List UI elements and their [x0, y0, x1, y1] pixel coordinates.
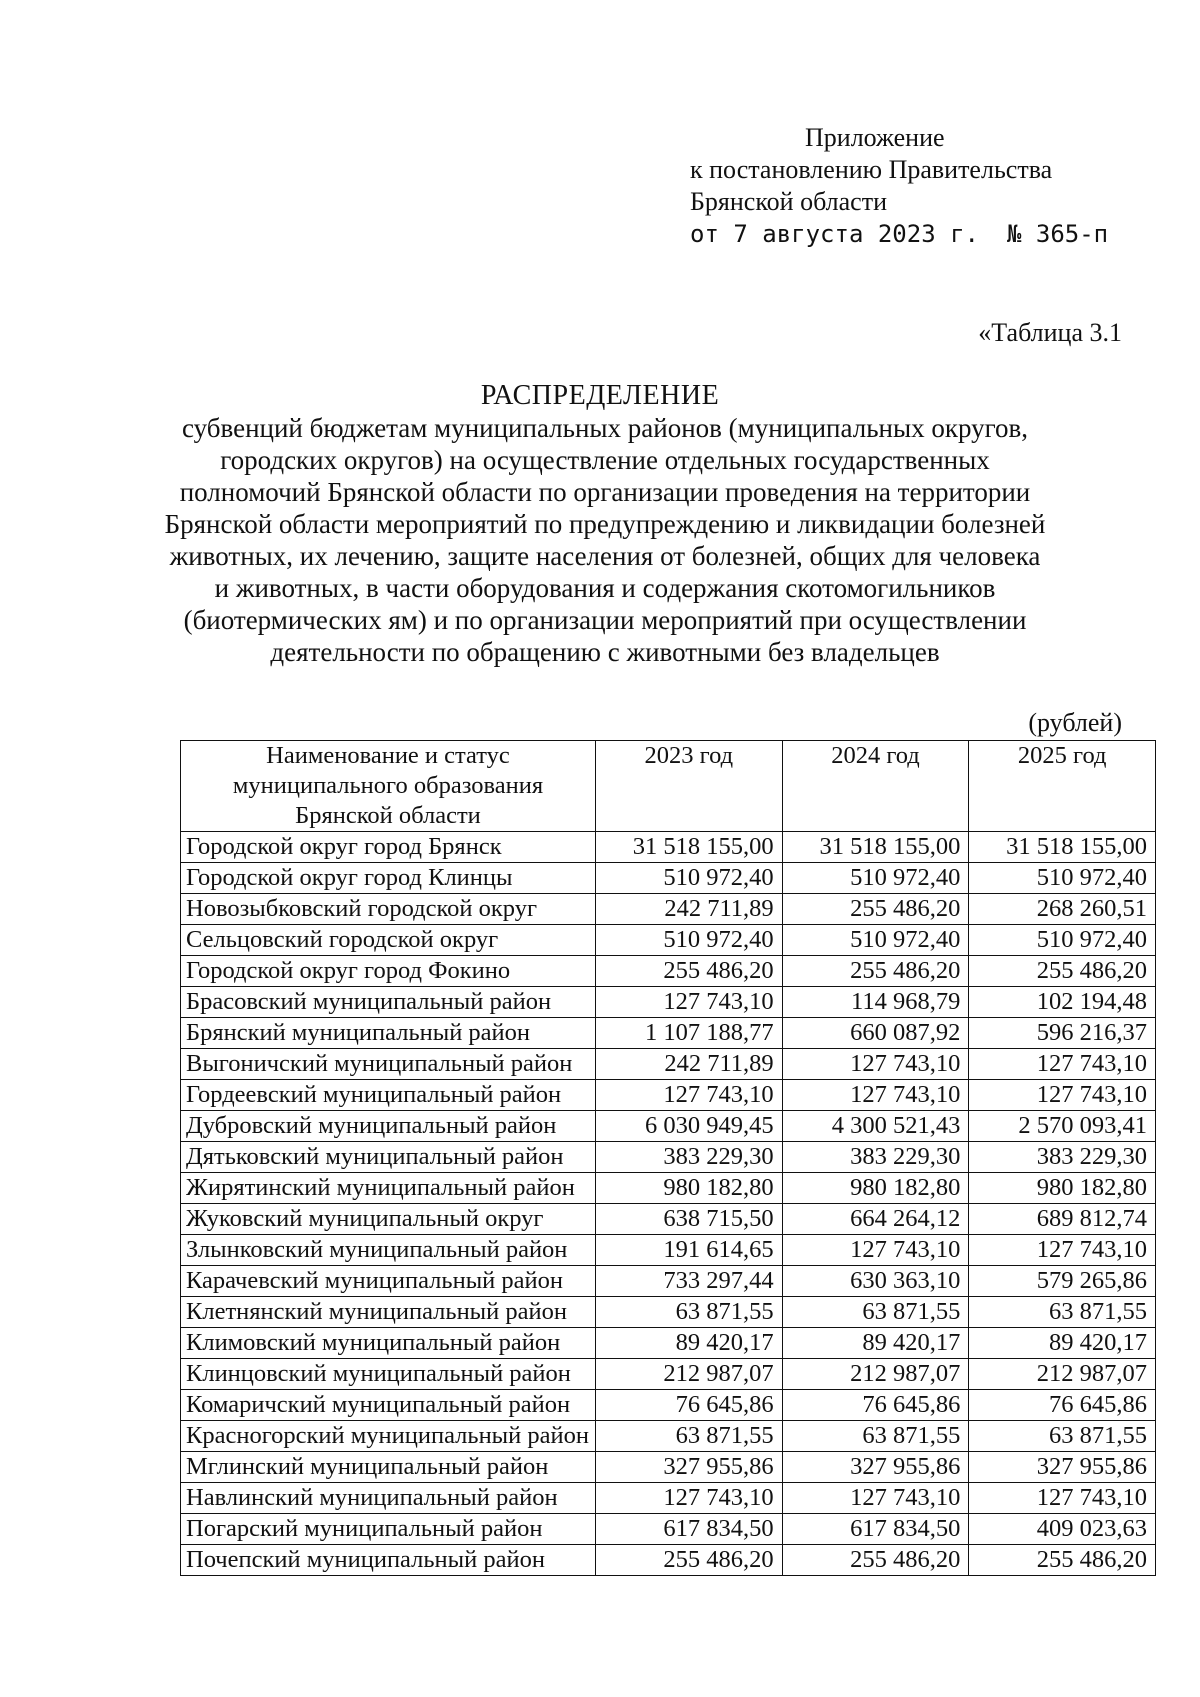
cell-2024: 4 300 521,43 — [782, 1111, 969, 1142]
cell-2025: 980 182,80 — [969, 1173, 1156, 1204]
table-row — [181, 1545, 1156, 1576]
table-row — [181, 925, 1156, 956]
header-name-line: муниципального образования — [232, 772, 544, 799]
cell-2023: 617 834,50 — [595, 1514, 782, 1545]
header-name-line: Наименование и статус — [266, 742, 510, 769]
decree-date: от 7 августа 2023 г. — [690, 220, 979, 248]
table-row — [181, 1328, 1156, 1359]
cell-2025: 127 743,10 — [969, 1080, 1156, 1111]
cell-2023: 76 645,86 — [595, 1390, 782, 1421]
cell-2025: 409 023,63 — [969, 1514, 1156, 1545]
table-row — [181, 1235, 1156, 1266]
cell-municipality: Комаричский муниципальный район — [181, 1390, 596, 1421]
table-row — [181, 1018, 1156, 1049]
cell-municipality: Погарский муниципальный район — [181, 1514, 596, 1545]
table-row — [181, 1173, 1156, 1204]
table-row — [181, 1080, 1156, 1111]
cell-2025: 255 486,20 — [969, 1545, 1156, 1576]
cell-2024: 127 743,10 — [782, 1049, 969, 1080]
table-body — [181, 832, 1156, 1576]
cell-2023: 191 614,65 — [595, 1235, 782, 1266]
cell-2023: 63 871,55 — [595, 1297, 782, 1328]
heading-line: животных, их лечению, защите населения от болезней, общих для человека — [169, 541, 1041, 571]
cell-2025: 2 570 093,41 — [969, 1111, 1156, 1142]
cell-2023: 31 518 155,00 — [595, 832, 782, 863]
cell-2025: 579 265,86 — [969, 1266, 1156, 1297]
cell-municipality: Красногорский муниципальный район — [181, 1421, 596, 1452]
heading-line: и животных, в части оборудования и содержания скотомогильников — [214, 573, 996, 603]
cell-2024: 89 420,17 — [782, 1328, 969, 1359]
appendix-title: Приложение — [805, 123, 945, 152]
subsidy-table — [180, 740, 1156, 1576]
cell-municipality: Городской округ город Брянск — [181, 832, 596, 863]
cell-2023: 242 711,89 — [595, 894, 782, 925]
cell-2023: 127 743,10 — [595, 1483, 782, 1514]
cell-2024: 63 871,55 — [782, 1297, 969, 1328]
cell-2024: 31 518 155,00 — [782, 832, 969, 863]
cell-2025: 510 972,40 — [969, 863, 1156, 894]
cell-2023: 127 743,10 — [595, 987, 782, 1018]
header-2024: 2024 год — [782, 741, 969, 832]
heading-line: деятельности по обращению с животными без владельцев — [270, 637, 940, 667]
heading-line: городских округов) на осуществление отдельных государственных — [220, 445, 990, 475]
table-row — [181, 894, 1156, 925]
cell-2024: 630 363,10 — [782, 1266, 969, 1297]
cell-2023: 510 972,40 — [595, 925, 782, 956]
cell-2025: 89 420,17 — [969, 1328, 1156, 1359]
cell-municipality: Выгоничский муниципальный район — [181, 1049, 596, 1080]
cell-municipality: Гордеевский муниципальный район — [181, 1080, 596, 1111]
cell-2024: 255 486,20 — [782, 956, 969, 987]
cell-municipality: Мглинский муниципальный район — [181, 1452, 596, 1483]
cell-2023: 1 107 188,77 — [595, 1018, 782, 1049]
cell-2025: 327 955,86 — [969, 1452, 1156, 1483]
cell-2025: 212 987,07 — [969, 1359, 1156, 1390]
table-row — [181, 1297, 1156, 1328]
cell-2023: 255 486,20 — [595, 1545, 782, 1576]
units-label: (рублей) — [1028, 708, 1122, 737]
cell-2023: 327 955,86 — [595, 1452, 782, 1483]
appendix-block — [690, 122, 1108, 250]
cell-2024: 76 645,86 — [782, 1390, 969, 1421]
table-row — [181, 1483, 1156, 1514]
cell-municipality: Сельцовский городской округ — [181, 925, 596, 956]
cell-2023: 6 030 949,45 — [595, 1111, 782, 1142]
cell-municipality: Брянский муниципальный район — [181, 1018, 596, 1049]
cell-municipality: Дубровский муниципальный район — [181, 1111, 596, 1142]
cell-2024: 255 486,20 — [782, 1545, 969, 1576]
cell-municipality: Клинцовский муниципальный район — [181, 1359, 596, 1390]
cell-2023: 638 715,50 — [595, 1204, 782, 1235]
table-row — [181, 1049, 1156, 1080]
table-row — [181, 1266, 1156, 1297]
cell-municipality: Карачевский муниципальный район — [181, 1266, 596, 1297]
cell-2025: 102 194,48 — [969, 987, 1156, 1018]
table-header-row — [181, 741, 1156, 832]
cell-2024: 660 087,92 — [782, 1018, 969, 1049]
cell-2025: 596 216,37 — [969, 1018, 1156, 1049]
cell-municipality: Новозыбковский городской округ — [181, 894, 596, 925]
cell-2024: 617 834,50 — [782, 1514, 969, 1545]
cell-municipality: Городской округ город Фокино — [181, 956, 596, 987]
cell-2025: 63 871,55 — [969, 1297, 1156, 1328]
appendix-decree-ref: к постановлению Правительства — [690, 155, 1053, 184]
cell-municipality: Климовский муниципальный район — [181, 1328, 596, 1359]
cell-municipality: Почепский муниципальный район — [181, 1545, 596, 1576]
cell-2023: 242 711,89 — [595, 1049, 782, 1080]
cell-2025: 127 743,10 — [969, 1483, 1156, 1514]
heading-line: Брянской области мероприятий по предупреждению и ликвидации болезней — [164, 509, 1046, 539]
cell-2024: 980 182,80 — [782, 1173, 969, 1204]
cell-municipality: Жуковский муниципальный округ — [181, 1204, 596, 1235]
cell-2024: 664 264,12 — [782, 1204, 969, 1235]
cell-2023: 255 486,20 — [595, 956, 782, 987]
cell-municipality: Дятьковский муниципальный район — [181, 1142, 596, 1173]
table-row — [181, 987, 1156, 1018]
cell-municipality: Жирятинский муниципальный район — [181, 1173, 596, 1204]
cell-municipality: Злынковский муниципальный район — [181, 1235, 596, 1266]
cell-2025: 31 518 155,00 — [969, 832, 1156, 863]
appendix-region: Брянской области — [690, 187, 887, 216]
decree-number: № 365-п — [1006, 220, 1109, 248]
heading-line: полномочий Брянской области по организации проведения на территории — [179, 477, 1031, 507]
appendix-date-number — [690, 218, 1108, 250]
heading-line: (биотермических ям) и по организации мероприятий при осуществлении — [183, 605, 1027, 635]
cell-2023: 980 182,80 — [595, 1173, 782, 1204]
header-2023: 2023 год — [595, 741, 782, 832]
table-row — [181, 1452, 1156, 1483]
cell-2024: 510 972,40 — [782, 863, 969, 894]
table-row — [181, 1514, 1156, 1545]
cell-2025: 383 229,30 — [969, 1142, 1156, 1173]
cell-2025: 76 645,86 — [969, 1390, 1156, 1421]
cell-2025: 127 743,10 — [969, 1235, 1156, 1266]
header-2025: 2025 год — [969, 741, 1156, 832]
cell-2023: 63 871,55 — [595, 1421, 782, 1452]
header-name-line: Брянской области — [295, 802, 481, 829]
cell-2024: 127 743,10 — [782, 1483, 969, 1514]
cell-2023: 510 972,40 — [595, 863, 782, 894]
cell-2025: 268 260,51 — [969, 894, 1156, 925]
cell-2024: 127 743,10 — [782, 1235, 969, 1266]
cell-2024: 212 987,07 — [782, 1359, 969, 1390]
table-row — [181, 863, 1156, 894]
cell-municipality: Навлинский муниципальный район — [181, 1483, 596, 1514]
cell-2024: 63 871,55 — [782, 1421, 969, 1452]
cell-2023: 127 743,10 — [595, 1080, 782, 1111]
cell-2025: 127 743,10 — [969, 1049, 1156, 1080]
cell-2023: 383 229,30 — [595, 1142, 782, 1173]
cell-2024: 383 229,30 — [782, 1142, 969, 1173]
cell-2023: 89 420,17 — [595, 1328, 782, 1359]
cell-municipality: Городской округ город Клинцы — [181, 863, 596, 894]
table-row — [181, 1421, 1156, 1452]
table-label: «Таблица 3.1 — [978, 318, 1122, 347]
cell-2023: 733 297,44 — [595, 1266, 782, 1297]
cell-2024: 327 955,86 — [782, 1452, 969, 1483]
cell-2025: 689 812,74 — [969, 1204, 1156, 1235]
table-row — [181, 1204, 1156, 1235]
table-row — [181, 1142, 1156, 1173]
cell-2024: 127 743,10 — [782, 1080, 969, 1111]
cell-2025: 255 486,20 — [969, 956, 1156, 987]
cell-2025: 63 871,55 — [969, 1421, 1156, 1452]
header-name — [181, 741, 596, 832]
cell-municipality: Брасовский муниципальный район — [181, 987, 596, 1018]
cell-2024: 114 968,79 — [782, 987, 969, 1018]
table-row — [181, 1111, 1156, 1142]
table-row — [181, 832, 1156, 863]
cell-2024: 510 972,40 — [782, 925, 969, 956]
document-heading — [0, 380, 1200, 668]
table-row — [181, 1359, 1156, 1390]
cell-2023: 212 987,07 — [595, 1359, 782, 1390]
heading-line: субвенций бюджетам муниципальных районов (муниципальных округов, — [181, 413, 1029, 443]
table-row — [181, 1390, 1156, 1421]
heading-title: РАСПРЕДЕЛЕНИЕ — [480, 380, 720, 411]
cell-2025: 510 972,40 — [969, 925, 1156, 956]
table-row — [181, 956, 1156, 987]
cell-2024: 255 486,20 — [782, 894, 969, 925]
cell-municipality: Клетнянский муниципальный район — [181, 1297, 596, 1328]
